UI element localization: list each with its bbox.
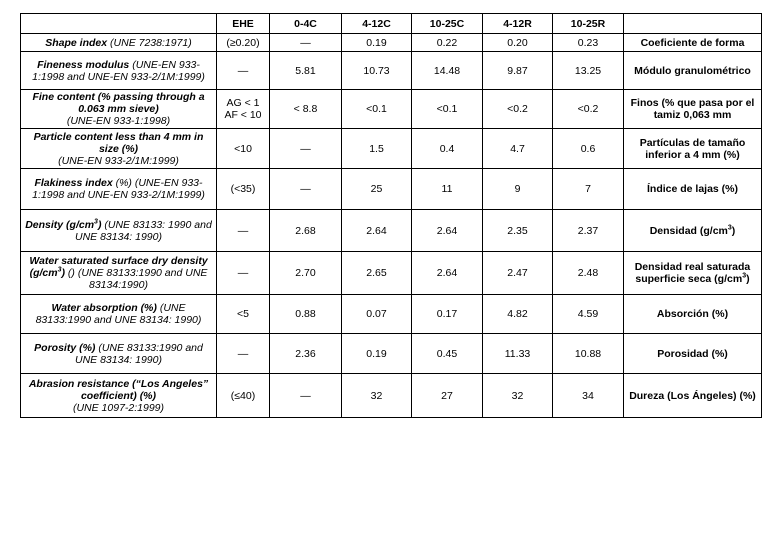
value-cell: 4.82 bbox=[483, 295, 553, 334]
table-row bbox=[21, 252, 762, 295]
value-cell: 2.64 bbox=[412, 252, 483, 295]
value-cell: 11 bbox=[412, 169, 483, 210]
column-header: 4-12C bbox=[342, 14, 412, 34]
value-cell: — bbox=[270, 34, 342, 52]
property-cell: Abrasion resistance (“Los Angeles” coefficient) (%) (UNE 1097-2:1999) bbox=[21, 374, 217, 418]
value-cell: <0.1 bbox=[342, 90, 412, 129]
header-row bbox=[21, 14, 762, 34]
table-row bbox=[21, 334, 762, 374]
value-cell: 0.19 bbox=[342, 334, 412, 374]
table-row bbox=[21, 210, 762, 252]
column-header: 4-12R bbox=[483, 14, 553, 34]
spanish-name-cell: Índice de lajas (%) bbox=[624, 169, 762, 210]
spanish-name-cell: Finos (% que pasa por el tamiz 0,063 mm bbox=[624, 90, 762, 129]
value-cell: <0.2 bbox=[553, 90, 624, 129]
column-header: 10-25R bbox=[553, 14, 624, 34]
value-cell: 10.73 bbox=[342, 52, 412, 90]
value-cell: — bbox=[270, 374, 342, 418]
aggregate-properties-table bbox=[20, 13, 762, 418]
value-cell: — bbox=[217, 252, 270, 295]
value-cell: 9.87 bbox=[483, 52, 553, 90]
value-cell: 2.68 bbox=[270, 210, 342, 252]
value-cell: 32 bbox=[483, 374, 553, 418]
value-cell: 0.88 bbox=[270, 295, 342, 334]
value-cell: <0.1 bbox=[412, 90, 483, 129]
property-cell: Water saturated surface dry density $(g/cm^3)$ () (UNE 83133:1990 and UNE 83134:1990) bbox=[21, 252, 217, 295]
value-cell: 5.81 bbox=[270, 52, 342, 90]
spanish-name-cell: Dureza (Los Ángeles) (%) bbox=[624, 374, 762, 418]
value-cell: 7 bbox=[553, 169, 624, 210]
value-cell: 0.45 bbox=[412, 334, 483, 374]
value-cell: 2.36 bbox=[270, 334, 342, 374]
spanish-name-cell: Coeficiente de forma bbox=[624, 34, 762, 52]
table-row bbox=[21, 129, 762, 169]
spanish-name-cell: Porosidad (%) bbox=[624, 334, 762, 374]
property-cell: Fine content (% passing through a 0.063 mm sieve) (UNE-EN 933-1:1998) bbox=[21, 90, 217, 129]
value-cell: 34 bbox=[553, 374, 624, 418]
column-header: EHE bbox=[217, 14, 270, 34]
property-cell: Shape index (UNE 7238:1971) bbox=[21, 34, 217, 52]
value-cell: (<35) bbox=[217, 169, 270, 210]
value-cell: — bbox=[270, 129, 342, 169]
property-cell: Water absorption (%) (UNE 83133:1990 and UNE 83134: 1990) bbox=[21, 295, 217, 334]
column-header bbox=[624, 14, 762, 34]
value-cell: 0.20 bbox=[483, 34, 553, 52]
value-cell: 2.48 bbox=[553, 252, 624, 295]
property-cell: Fineness modulus (UNE-EN 933-1:1998 and UNE-EN 933-2/1M:1999) bbox=[21, 52, 217, 90]
spanish-name-cell: Partículas de tamaño inferior a 4 mm (%) bbox=[624, 129, 762, 169]
value-cell: 14.48 bbox=[412, 52, 483, 90]
spanish-name-cell: Módulo granulométrico bbox=[624, 52, 762, 90]
value-cell: 0.17 bbox=[412, 295, 483, 334]
value-cell: 9 bbox=[483, 169, 553, 210]
value-cell: (≥0.20) bbox=[217, 34, 270, 52]
value-cell: 4.7 bbox=[483, 129, 553, 169]
table-row bbox=[21, 374, 762, 418]
value-cell: 2.70 bbox=[270, 252, 342, 295]
value-cell: 2.64 bbox=[342, 210, 412, 252]
spanish-name-cell: Densidad $(g/cm^3)$ bbox=[624, 210, 762, 252]
value-cell: 13.25 bbox=[553, 52, 624, 90]
value-cell: 2.37 bbox=[553, 210, 624, 252]
value-cell: 0.19 bbox=[342, 34, 412, 52]
value-cell: <0.2 bbox=[483, 90, 553, 129]
value-cell: 27 bbox=[412, 374, 483, 418]
value-cell: 10.88 bbox=[553, 334, 624, 374]
value-cell: — bbox=[217, 52, 270, 90]
spanish-name-cell: Absorción (%) bbox=[624, 295, 762, 334]
spanish-name-cell: Densidad real saturada superficie seca $(g/cm^3)$ bbox=[624, 252, 762, 295]
value-cell: 2.64 bbox=[412, 210, 483, 252]
value-cell: <5 bbox=[217, 295, 270, 334]
property-cell: Particle content less than 4 mm in size (%) (UNE-EN 933-2/1M:1999) bbox=[21, 129, 217, 169]
table-row bbox=[21, 169, 762, 210]
column-header: 10-25C bbox=[412, 14, 483, 34]
value-cell: 2.35 bbox=[483, 210, 553, 252]
value-cell: 11.33 bbox=[483, 334, 553, 374]
value-cell: <10 bbox=[217, 129, 270, 169]
property-cell: Density $(g/cm^3)$ (UNE 83133: 1990 and UNE 83134: 1990) bbox=[21, 210, 217, 252]
value-cell: — bbox=[217, 210, 270, 252]
table-row bbox=[21, 295, 762, 334]
value-cell: 0.4 bbox=[412, 129, 483, 169]
value-cell: 0.23 bbox=[553, 34, 624, 52]
value-cell: 32 bbox=[342, 374, 412, 418]
value-cell: AG < 1 AF < 10 bbox=[217, 90, 270, 129]
value-cell: 25 bbox=[342, 169, 412, 210]
table-row bbox=[21, 52, 762, 90]
value-cell: 4.59 bbox=[553, 295, 624, 334]
property-cell: Porosity (%) (UNE 83133:1990 and UNE 83134: 1990) bbox=[21, 334, 217, 374]
value-cell: 0.22 bbox=[412, 34, 483, 52]
value-cell: 0.07 bbox=[342, 295, 412, 334]
value-cell: 2.47 bbox=[483, 252, 553, 295]
column-header bbox=[21, 14, 217, 34]
property-cell: Flakiness index (%) (UNE-EN 933-1:1998 and UNE-EN 933-2/1M:1999) bbox=[21, 169, 217, 210]
value-cell: 2.65 bbox=[342, 252, 412, 295]
value-cell: 1.5 bbox=[342, 129, 412, 169]
table-row bbox=[21, 34, 762, 52]
value-cell: — bbox=[217, 334, 270, 374]
table-row bbox=[21, 90, 762, 129]
value-cell: 0.6 bbox=[553, 129, 624, 169]
value-cell: — bbox=[270, 169, 342, 210]
value-cell: < 8.8 bbox=[270, 90, 342, 129]
value-cell: (≤40) bbox=[217, 374, 270, 418]
column-header: 0-4C bbox=[270, 14, 342, 34]
